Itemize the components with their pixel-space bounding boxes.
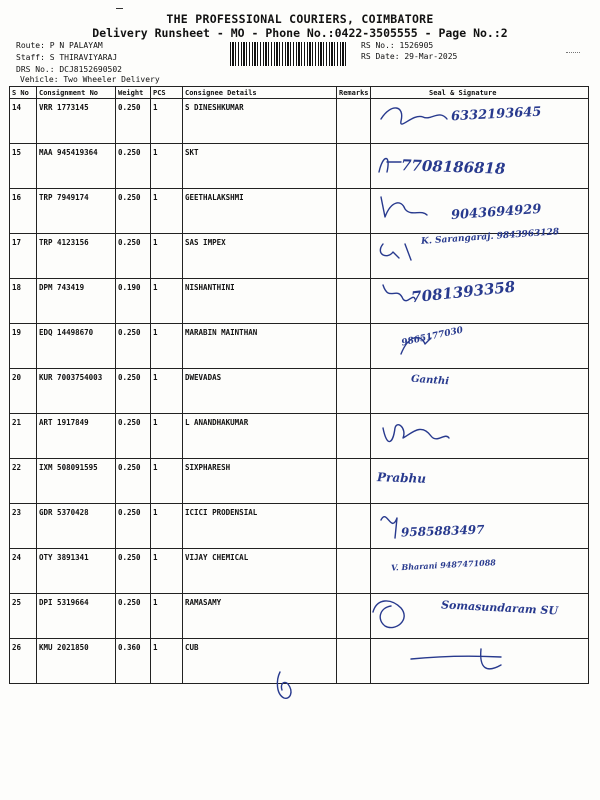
cell-sno: 23 xyxy=(10,504,37,549)
cell-signature xyxy=(371,369,589,414)
cell-sno: 21 xyxy=(10,414,37,459)
column-header: PCS xyxy=(151,87,183,99)
cell-consignee: NISHANTHINI xyxy=(183,279,337,324)
cell-sno: 15 xyxy=(10,144,37,189)
cell-consignee: VIJAY CHEMICAL xyxy=(183,549,337,594)
signature-scribble xyxy=(371,189,600,229)
cell-pcs: 1 xyxy=(151,549,183,594)
staff-info: Staff: S THIRAVIYARAJ xyxy=(16,53,118,62)
signature-scribble xyxy=(371,459,600,499)
cell-consignment: IXM 508091595 xyxy=(37,459,116,504)
cell-pcs: 1 xyxy=(151,504,183,549)
signature-scribble xyxy=(371,594,600,634)
cell-sno: 14 xyxy=(10,99,37,144)
cell-weight: 0.250 xyxy=(116,549,151,594)
cell-consignee: SAS IMPEX xyxy=(183,234,337,279)
handwritten-signature: Prabhu xyxy=(376,470,427,486)
signature-scribble xyxy=(371,369,600,409)
cell-consignee: DWEVADAS xyxy=(183,369,337,414)
cell-remarks xyxy=(337,234,371,279)
cell-signature xyxy=(371,144,589,189)
signature-scribble xyxy=(371,279,600,319)
cell-remarks xyxy=(337,324,371,369)
table-row xyxy=(10,99,589,144)
cell-sno: 20 xyxy=(10,369,37,414)
table-row xyxy=(10,144,589,189)
column-header: Seal & Signature xyxy=(371,87,589,99)
table-row xyxy=(10,234,589,279)
barcode xyxy=(230,42,348,66)
handwritten-signature: Somasundaram SU xyxy=(440,598,559,618)
cell-consignee: CUB xyxy=(183,639,337,684)
cell-weight: 0.250 xyxy=(116,324,151,369)
cell-consignment: KMU 2021850 xyxy=(37,639,116,684)
signature-scribble xyxy=(371,639,600,679)
table-row xyxy=(10,414,589,459)
runsheet-table xyxy=(9,86,589,684)
signature-scribble xyxy=(371,414,600,454)
table-row xyxy=(10,459,589,504)
cell-signature xyxy=(371,639,589,684)
cell-signature xyxy=(371,594,589,639)
table-row xyxy=(10,369,589,414)
cell-consignment: DPM 743419 xyxy=(37,279,116,324)
cell-consignment: TRP 7949174 xyxy=(37,189,116,234)
cell-signature xyxy=(371,324,589,369)
cell-pcs: 1 xyxy=(151,639,183,684)
cell-consignment: MAA 945419364 xyxy=(37,144,116,189)
cell-consignment: ART 1917849 xyxy=(37,414,116,459)
cell-weight: 0.250 xyxy=(116,504,151,549)
cell-signature xyxy=(371,414,589,459)
cell-sno: 18 xyxy=(10,279,37,324)
cell-signature xyxy=(371,504,589,549)
handwritten-signature: K. Sarangaraj. 9843963128 xyxy=(420,227,560,247)
cell-signature xyxy=(371,279,589,324)
cell-consignee: SKT xyxy=(183,144,337,189)
handwritten-signature: 6332193645 xyxy=(450,104,542,125)
cell-consignee: ICICI PRODENSIAL xyxy=(183,504,337,549)
cell-remarks xyxy=(337,279,371,324)
cell-remarks xyxy=(337,639,371,684)
cell-signature xyxy=(371,549,589,594)
cell-weight: 0.250 xyxy=(116,459,151,504)
page-title: THE PROFESSIONAL COURIERS, COIMBATORE xyxy=(166,12,434,26)
cell-signature xyxy=(371,459,589,504)
cell-sno: 19 xyxy=(10,324,37,369)
cell-consignment: KUR 7003754003 xyxy=(37,369,116,414)
cell-weight: 0.250 xyxy=(116,369,151,414)
cell-weight: 0.250 xyxy=(116,189,151,234)
cell-pcs: 1 xyxy=(151,189,183,234)
cell-weight: 0.250 xyxy=(116,414,151,459)
cell-pcs: 1 xyxy=(151,234,183,279)
route-info: Route: P N PALAYAM xyxy=(16,41,103,50)
cell-remarks xyxy=(337,504,371,549)
cell-remarks xyxy=(337,144,371,189)
cell-weight: 0.360 xyxy=(116,639,151,684)
column-header: Weight xyxy=(116,87,151,99)
cell-remarks xyxy=(337,459,371,504)
cell-consignment: DPI 5319664 xyxy=(37,594,116,639)
cell-sno: 22 xyxy=(10,459,37,504)
scan-mark xyxy=(566,52,580,56)
signature-scribble xyxy=(371,234,600,274)
vehicle-info: Vehicle: Two Wheeler Delivery xyxy=(20,75,160,84)
cell-consignee: L ANANDHAKUMAR xyxy=(183,414,337,459)
cell-consignee: MARABIN MAINTHAN xyxy=(183,324,337,369)
handwritten-mark xyxy=(272,666,302,706)
cell-remarks xyxy=(337,189,371,234)
table-row xyxy=(10,189,589,234)
cell-sno: 17 xyxy=(10,234,37,279)
cell-signature xyxy=(371,99,589,144)
signature-scribble xyxy=(371,549,600,589)
column-header: Remarks xyxy=(337,87,371,99)
drs-number: DRS No.: DCJ8152690502 xyxy=(16,65,122,74)
handwritten-signature: 9865177030 xyxy=(400,325,464,349)
cell-consignment: TRP 4123156 xyxy=(37,234,116,279)
rs-date: RS Date: 29-Mar-2025 xyxy=(361,52,458,61)
cell-remarks xyxy=(337,369,371,414)
cell-pcs: 1 xyxy=(151,279,183,324)
table-header-row xyxy=(10,87,589,99)
signature-scribble xyxy=(371,144,600,184)
column-header: Consignment No xyxy=(37,87,116,99)
cell-remarks xyxy=(337,594,371,639)
cell-pcs: 1 xyxy=(151,414,183,459)
cell-consignee: SIXPHARESH xyxy=(183,459,337,504)
cell-sno: 24 xyxy=(10,549,37,594)
cell-consignee: RAMASAMY xyxy=(183,594,337,639)
cell-sno: 16 xyxy=(10,189,37,234)
rs-number: RS No.: 1526905 xyxy=(361,41,434,50)
cell-pcs: 1 xyxy=(151,144,183,189)
cell-weight: 0.250 xyxy=(116,99,151,144)
signature-scribble xyxy=(371,324,600,364)
cell-consignment: VRR 1773145 xyxy=(37,99,116,144)
cell-pcs: 1 xyxy=(151,99,183,144)
cell-sno: 25 xyxy=(10,594,37,639)
signature-scribble xyxy=(371,504,600,544)
cell-consignee: GEETHALAKSHMI xyxy=(183,189,337,234)
handwritten-signature: 7081393358 xyxy=(410,277,517,307)
cell-consignment: OTY 3891341 xyxy=(37,549,116,594)
cell-pcs: 1 xyxy=(151,369,183,414)
cell-remarks xyxy=(337,99,371,144)
cell-consignment: EDQ 14498670 xyxy=(37,324,116,369)
cell-pcs: 1 xyxy=(151,324,183,369)
cell-pcs: 1 xyxy=(151,459,183,504)
table-row xyxy=(10,594,589,639)
table-row xyxy=(10,504,589,549)
handwritten-signature: 7708186818 xyxy=(400,156,506,178)
cell-signature xyxy=(371,227,589,279)
signature-scribble xyxy=(371,99,600,139)
cell-remarks xyxy=(337,549,371,594)
cell-consignee: S DINESHKUMAR xyxy=(183,99,337,144)
cell-remarks xyxy=(337,414,371,459)
scan-mark xyxy=(116,8,123,9)
table-row xyxy=(10,549,589,594)
cell-weight: 0.250 xyxy=(116,234,151,279)
handwritten-signature: 9043694929 xyxy=(450,201,542,224)
handwritten-signature: Ganthi xyxy=(410,373,450,388)
cell-consignment: GDR 5370428 xyxy=(37,504,116,549)
cell-weight: 0.250 xyxy=(116,594,151,639)
column-header: Consignee Details xyxy=(183,87,337,99)
handwritten-signature: V. Bharani 9487471088 xyxy=(390,557,497,573)
cell-pcs: 1 xyxy=(151,594,183,639)
table-row xyxy=(10,324,589,369)
handwritten-signature: 9585883497 xyxy=(400,522,485,540)
page-subtitle: Delivery Runsheet - MO - Phone No.:0422-3505555 - Page No.:2 xyxy=(92,26,508,40)
cell-sno: 26 xyxy=(10,639,37,684)
table-row xyxy=(10,279,589,324)
cell-weight: 0.190 xyxy=(116,279,151,324)
column-header: S No xyxy=(10,87,37,99)
cell-weight: 0.250 xyxy=(116,144,151,189)
